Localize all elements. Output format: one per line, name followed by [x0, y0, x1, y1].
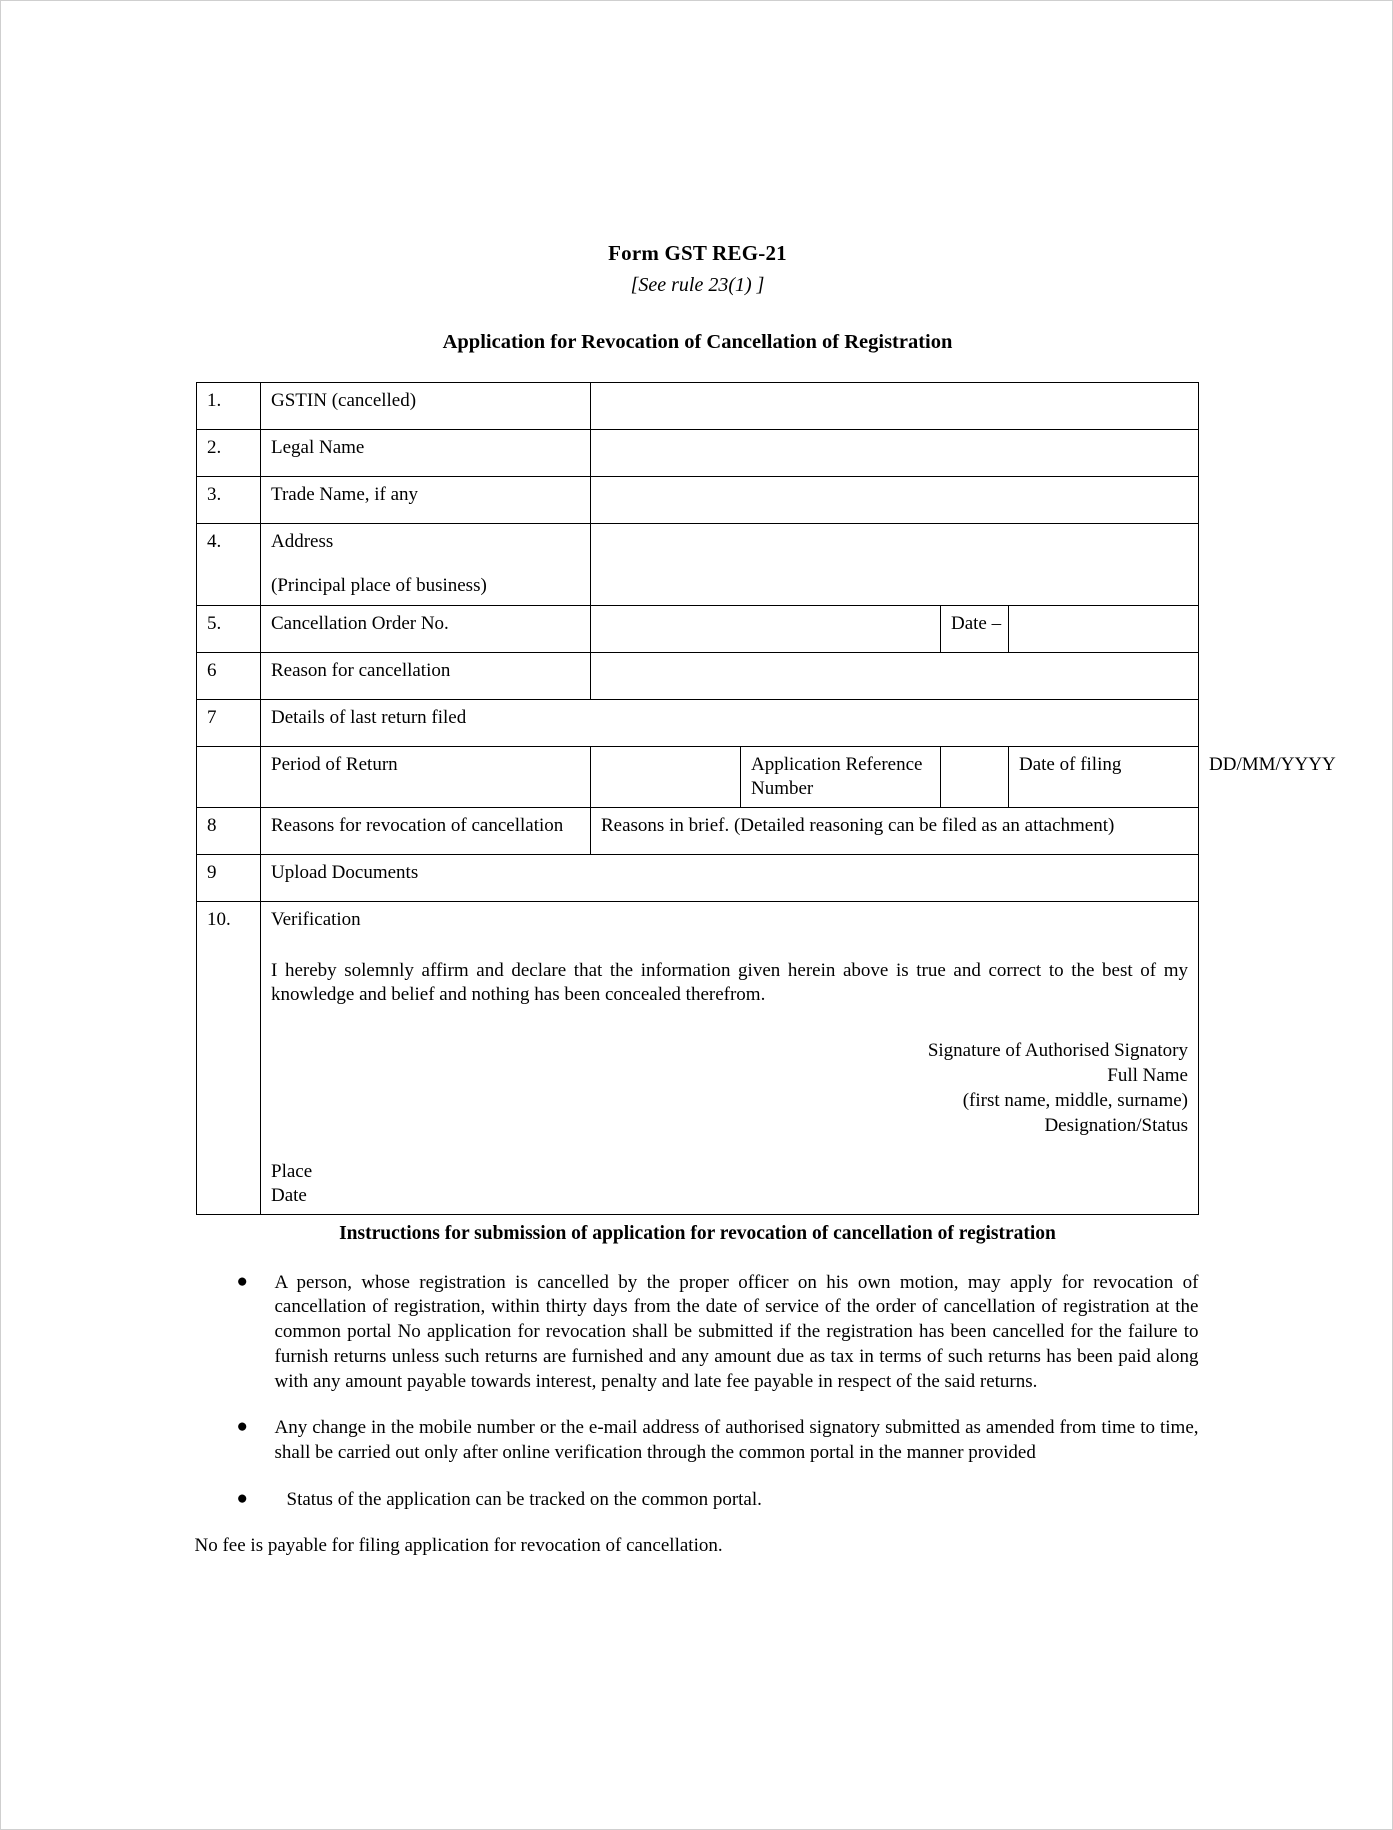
- table-row-gstin: [197, 383, 1199, 430]
- row-serial: 3.: [197, 477, 261, 524]
- fee-note: No fee is payable for filing application for revocation of cancellation.: [194, 1535, 723, 1557]
- row-serial: 5.: [197, 605, 261, 652]
- row-label-cancellation-order-no: Cancellation Order No.: [261, 605, 591, 652]
- row-label-address: [261, 524, 591, 606]
- row-value-reasons-for-revocation[interactable]: Reasons in brief. (Detailed reasoning can be filed as an attachment): [591, 808, 1199, 855]
- table-row-legal-name: [197, 430, 1199, 477]
- row-value-cancellation-date[interactable]: [1009, 605, 1199, 652]
- signature-full-name-label: Full Name: [1107, 1065, 1188, 1087]
- list-item: [197, 1271, 1199, 1394]
- row-serial: 6: [197, 652, 261, 699]
- table-row-address: [197, 524, 1199, 606]
- cell-date-of-filing: Date of filing: [1009, 746, 1199, 808]
- list-item-text: Status of the application can be tracked on the common portal.: [286, 1488, 762, 1510]
- row-serial: 10.: [197, 902, 261, 1215]
- row-serial: 9: [197, 855, 261, 902]
- bullet-icon: ●: [236, 1416, 248, 1438]
- verification-cell: [261, 902, 1199, 1215]
- instructions-list: [197, 1271, 1199, 1513]
- instructions-heading: Instructions for submission of application for revocation of cancellation of registration: [339, 1222, 1056, 1244]
- list-item-text: A person, whose registration is cancelled by the proper officer on his own motion, may apply for revocation of cancellation of registration, within thirty days from the date of service of the order of cancellation of registration at the common portal No application for revocation shall be submitted if the registration has been cancelled for the failure to furnish returns unless such returns are furnished and any amount due as tax in terms of such returns has been paid along with any amount payable towards interest, penalty and late fee payable in respect of the said returns.: [274, 1271, 1199, 1392]
- table-row-verification: [197, 902, 1199, 1215]
- place-label: Place: [271, 1161, 313, 1183]
- form-code-title: Form GST REG-21: [608, 241, 787, 265]
- rule-reference: [See rule 23(1) ]: [630, 274, 765, 296]
- row-serial: 7: [197, 699, 261, 746]
- table-row-reasons-for-revocation: [197, 808, 1199, 855]
- row-label-address-line1: Address: [271, 531, 334, 552]
- row-label-cancellation-date: Date –: [941, 605, 1009, 652]
- table-row-return-details-header: Period of Return Application Reference Number Date of filing DD/MM/YYYY: [197, 746, 1199, 808]
- list-item: [197, 1416, 1199, 1465]
- cell-period-of-return: Period of Return: [261, 746, 591, 808]
- row-label-legal-name: Legal Name: [261, 430, 591, 477]
- bullet-icon: ●: [236, 1487, 248, 1509]
- bullet-icon: ●: [236, 1270, 248, 1292]
- label-spacer: [271, 554, 580, 574]
- cell-application-reference-number: Application Reference Number: [741, 746, 941, 808]
- table-row-reason-for-cancellation: [197, 652, 1199, 699]
- row-serial-empty: [197, 746, 261, 808]
- row-value-gstin[interactable]: [591, 383, 1199, 430]
- signature-name-format-hint: (first name, middle, surname): [962, 1090, 1188, 1112]
- row-label-last-return-filed: Details of last return filed: [261, 699, 1199, 746]
- signature-authorised-signatory-label: Signature of Authorised Signatory: [927, 1039, 1188, 1061]
- table-row-last-return-filed: [197, 699, 1199, 746]
- row-serial: 1.: [197, 383, 261, 430]
- row-serial: 4.: [197, 524, 261, 606]
- row-label-reasons-for-revocation: Reasons for revocation of cancellation: [261, 808, 591, 855]
- document-subject-title: Application for Revocation of Cancellation of Registration: [442, 331, 953, 353]
- row-label-reason-for-cancellation: Reason for cancellation: [261, 652, 591, 699]
- table-row-upload-documents: [197, 855, 1199, 902]
- row-value-trade-name[interactable]: [591, 477, 1199, 524]
- row-value-address[interactable]: [591, 524, 1199, 606]
- row-value-reason-for-cancellation[interactable]: [591, 652, 1199, 699]
- list-item-text: Any change in the mobile number or the e-mail address of authorised signatory submitted as amended from time to time, shall be carried out only after online verification through the common portal in the manner provided: [274, 1417, 1199, 1463]
- row-label-address-line2: (Principal place of business): [271, 575, 487, 597]
- date-label: Date: [271, 1185, 307, 1206]
- cell-application-reference-number-value[interactable]: [941, 746, 1009, 808]
- signature-designation-label: Designation/Status: [1044, 1115, 1188, 1137]
- form-table-container: [1, 354, 1393, 1215]
- row-value-cancellation-order-no[interactable]: [591, 605, 941, 652]
- row-label-trade-name: Trade Name, if any: [261, 477, 591, 524]
- document-sheet: [1, 1, 1393, 1830]
- verification-title: Verification: [271, 909, 361, 931]
- verification-declaration: I hereby solemnly affirm and declare that the information given herein above is true and correct to the best of my knowledge and belief and nothing has been concealed therefrom.: [271, 959, 1188, 1006]
- table-row-cancellation-order: [197, 605, 1199, 652]
- table-row-trade-name: [197, 477, 1199, 524]
- row-label-gstin: GSTIN (cancelled): [261, 383, 591, 430]
- row-value-legal-name[interactable]: [591, 430, 1199, 477]
- cell-period-of-return-value[interactable]: [591, 746, 741, 808]
- list-item: [197, 1488, 1199, 1513]
- instructions-container: [194, 1245, 1199, 1559]
- row-label-upload-documents[interactable]: Upload Documents: [261, 855, 1199, 902]
- application-form-table: [196, 382, 1336, 1215]
- signature-block: [271, 1038, 1188, 1138]
- row-serial: 2.: [197, 430, 261, 477]
- row-serial: 8: [197, 808, 261, 855]
- place-date-block: [271, 1160, 1188, 1208]
